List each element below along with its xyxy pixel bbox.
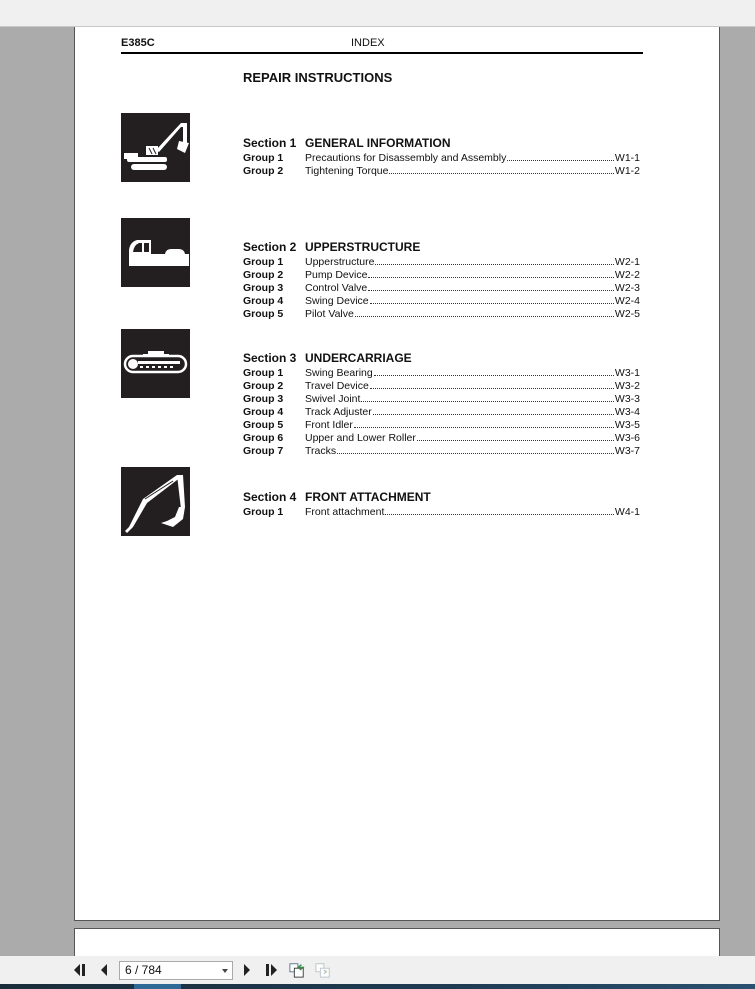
- dot-leader: [385, 506, 614, 515]
- toc-entry[interactable]: [243, 152, 640, 165]
- dot-leader: [374, 367, 614, 376]
- group-label: Group 2: [243, 165, 284, 177]
- group-page: W3-1: [614, 367, 640, 379]
- first-page-button[interactable]: [72, 962, 88, 978]
- next-view-icon: [315, 961, 331, 979]
- header-model: E385C: [121, 37, 155, 49]
- next-page-icon: [242, 963, 252, 977]
- toc-entry[interactable]: [243, 432, 640, 445]
- group-title: Tracks: [305, 445, 337, 457]
- section-heading: [243, 240, 420, 254]
- group-page: W3-3: [614, 393, 640, 405]
- toc-entry[interactable]: [243, 295, 640, 308]
- group-title: Front Idler: [305, 419, 353, 431]
- group-title: Swivel Joint: [305, 393, 361, 405]
- doc-title: REPAIR INSTRUCTIONS: [243, 70, 393, 85]
- toc-entry[interactable]: [243, 380, 640, 393]
- toc-entry[interactable]: [243, 165, 640, 178]
- toc-entry[interactable]: [243, 367, 640, 380]
- dot-leader: [375, 256, 613, 265]
- group-label: Group 3: [243, 282, 284, 294]
- dot-leader: [368, 282, 614, 291]
- group-title: Tightening Torque: [305, 165, 389, 177]
- dot-leader: [361, 393, 613, 402]
- group-title: Pilot Valve: [305, 308, 354, 320]
- toc-entry[interactable]: [243, 445, 640, 458]
- group-title: Upperstructure: [305, 256, 375, 268]
- group-label: Group 4: [243, 406, 284, 418]
- section-heading: [243, 490, 431, 504]
- next-page-button[interactable]: [239, 962, 255, 978]
- upperstructure-icon: [121, 218, 190, 287]
- group-title: Upper and Lower Roller: [305, 432, 416, 444]
- toc-entry[interactable]: [243, 256, 640, 269]
- section-heading: [243, 136, 451, 150]
- next-view-button[interactable]: [315, 962, 331, 978]
- header-rule: [121, 52, 643, 54]
- group-page: W1-1: [614, 152, 640, 164]
- first-page-icon: [73, 963, 87, 977]
- previous-page-button[interactable]: [96, 962, 112, 978]
- dot-leader: [507, 152, 614, 161]
- dot-leader: [337, 445, 614, 454]
- group-page: W3-6: [614, 432, 640, 444]
- toc-entry[interactable]: [243, 419, 640, 432]
- header-title: INDEX: [351, 37, 385, 49]
- excavator-icon: [121, 113, 190, 182]
- last-page-button[interactable]: [263, 962, 279, 978]
- toc-entry[interactable]: [243, 269, 640, 282]
- dot-leader: [370, 380, 614, 389]
- os-taskbar: [0, 984, 755, 989]
- group-title: Travel Device: [305, 380, 369, 392]
- group-page: W3-4: [614, 406, 640, 418]
- group-label: Group 5: [243, 308, 284, 320]
- group-page: W4-1: [614, 506, 640, 518]
- group-page: W1-2: [614, 165, 640, 177]
- previous-view-button[interactable]: [289, 962, 305, 978]
- group-page: W3-2: [614, 380, 640, 392]
- last-page-icon: [264, 963, 278, 977]
- group-label: Group 5: [243, 419, 284, 431]
- group-page: W2-1: [614, 256, 640, 268]
- page-number-dropdown[interactable]: [119, 961, 233, 980]
- group-title: Swing Device: [305, 295, 369, 307]
- dot-leader: [368, 269, 613, 278]
- dot-leader: [370, 295, 614, 304]
- top-strip: [0, 0, 755, 27]
- group-label: Group 3: [243, 393, 284, 405]
- dot-leader: [354, 419, 614, 428]
- group-label: Group 6: [243, 432, 284, 444]
- dot-leader: [355, 308, 614, 317]
- group-title: Control Valve: [305, 282, 368, 294]
- group-title: Precautions for Disassembly and Assembly: [305, 152, 507, 164]
- dot-leader: [373, 406, 614, 415]
- group-label: Group 1: [243, 152, 284, 164]
- group-page: W2-5: [614, 308, 640, 320]
- group-title: Pump Device: [305, 269, 368, 281]
- section-title: GENERAL INFORMATION: [305, 136, 451, 150]
- group-label: Group 7: [243, 445, 284, 457]
- pdf-page: [74, 27, 720, 921]
- navigation-toolbar: [0, 956, 755, 984]
- toc-entry[interactable]: [243, 282, 640, 295]
- chevron-down-icon: [222, 969, 228, 973]
- boom-arm-icon: [121, 467, 190, 536]
- taskbar-active-app[interactable]: [134, 984, 181, 989]
- group-label: Group 2: [243, 269, 284, 281]
- toc-entry[interactable]: [243, 506, 640, 519]
- previous-page-icon: [99, 963, 109, 977]
- section-number: Section 3: [243, 351, 297, 365]
- next-pdf-page: [74, 928, 720, 956]
- group-label: Group 1: [243, 506, 284, 518]
- group-page: W2-3: [614, 282, 640, 294]
- group-page: W3-7: [614, 445, 640, 457]
- group-title: Track Adjuster: [305, 406, 372, 418]
- toc-entry[interactable]: [243, 393, 640, 406]
- section-number: Section 2: [243, 240, 297, 254]
- section-title: FRONT ATTACHMENT: [305, 490, 431, 504]
- dot-leader: [389, 165, 613, 174]
- previous-view-icon: [289, 961, 305, 979]
- group-page: W2-4: [614, 295, 640, 307]
- group-label: Group 1: [243, 256, 284, 268]
- page-indicator: 6 / 784: [125, 963, 162, 977]
- section-number: Section 4: [243, 490, 297, 504]
- section-title: UPPERSTRUCTURE: [305, 240, 421, 254]
- toc-entry[interactable]: [243, 308, 640, 321]
- section-heading: [243, 351, 412, 365]
- group-page: W3-5: [614, 419, 640, 431]
- group-label: Group 1: [243, 367, 284, 379]
- dot-leader: [417, 432, 614, 441]
- group-label: Group 4: [243, 295, 284, 307]
- document-viewer[interactable]: [0, 27, 755, 956]
- group-label: Group 2: [243, 380, 284, 392]
- section-title: UNDERCARRIAGE: [305, 351, 412, 365]
- undercarriage-track-icon: [121, 329, 190, 398]
- group-page: W2-2: [614, 269, 640, 281]
- group-title: Swing Bearing: [305, 367, 373, 379]
- toc-entry[interactable]: [243, 406, 640, 419]
- group-title: Front attachment: [305, 506, 385, 518]
- section-number: Section 1: [243, 136, 297, 150]
